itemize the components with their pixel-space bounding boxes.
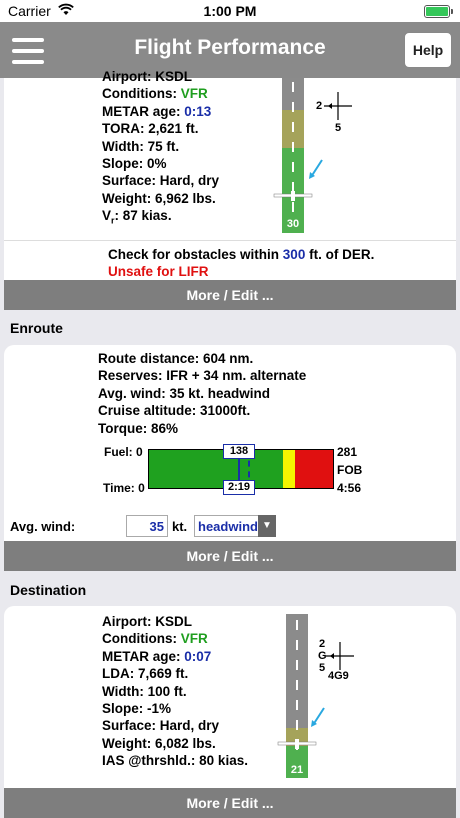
wind-crosshair-icon	[324, 92, 352, 125]
page-title: Flight Performance	[134, 36, 326, 59]
status-time: 1:00 PM	[203, 3, 257, 19]
departure-conditions: Conditions: VFR	[102, 86, 208, 102]
fuel-max: 281	[337, 445, 358, 459]
fuel-label: Fuel: 0	[104, 445, 143, 459]
destination-airport: Airport: KSDL	[102, 614, 192, 629]
departure-vr: $V_r$: 87 kias.	[102, 208, 172, 226]
route-distance: Route distance: 604 nm.	[98, 351, 254, 366]
wind-arrow-icon	[308, 158, 324, 185]
obstacle-note: Check for obstacles within 300 ft. of DER. Unsafe for LIFR	[108, 247, 375, 280]
destination-section-label: Destination	[10, 582, 87, 598]
carrier-label: Carrier	[8, 3, 51, 19]
destination-surface: Surface: Hard, dry	[102, 718, 220, 734]
dropdown-arrow-icon: ▼	[258, 515, 276, 537]
departure-runway-diagram	[282, 78, 304, 233]
destination-slope: Slope: -1%	[102, 701, 172, 717]
departure-runway-number: 30	[286, 218, 300, 230]
departure-wind-bottom: 5	[335, 122, 342, 134]
destination-info	[102, 613, 248, 770]
wind-unit-label: kt.	[172, 519, 188, 534]
fob-label: FOB	[337, 463, 363, 477]
destination-width: Width: 100 ft.	[102, 683, 187, 699]
airplane-icon	[274, 188, 312, 198]
destination-runway-diagram	[286, 614, 308, 778]
departure-metar-age: METAR age: 0:13	[102, 103, 212, 119]
destination-wind-top: 2	[319, 638, 326, 650]
enroute-info	[98, 350, 306, 437]
battery-icon	[424, 5, 450, 18]
destination-weight: Weight: 6,082 lbs.	[102, 735, 216, 751]
destination-wind-code: 4G9	[328, 670, 349, 682]
departure-more-edit-button[interactable]: More / Edit ...	[4, 280, 456, 310]
departure-surface: Surface: Hard, dry	[102, 173, 220, 189]
enroute-section-label: Enroute	[10, 320, 63, 336]
destination-card	[4, 606, 456, 818]
departure-tora: TORA: 2,621 ft.	[102, 121, 199, 137]
help-button[interactable]: Help	[404, 32, 452, 68]
avg-wind-speed-input[interactable]: 35	[126, 515, 168, 537]
destination-metar-age: METAR age: 0:07	[102, 648, 212, 664]
departure-wind-left: 2	[316, 100, 323, 112]
destination-more-edit-button[interactable]: More / Edit ...	[4, 788, 456, 818]
airplane-icon	[278, 736, 316, 746]
enroute-card	[4, 345, 456, 571]
time-label: Time: 0	[103, 481, 145, 495]
departure-slope: Slope: 0%	[102, 156, 167, 172]
status-bar	[0, 0, 460, 22]
time-used-value: 2:19	[223, 480, 255, 495]
departure-card	[4, 69, 456, 308]
cruise-altitude: Cruise altitude: 31000ft.	[98, 403, 251, 419]
avg-wind-summary: Avg. wind: 35 kt. headwind	[98, 385, 271, 401]
fuel-used-value: 138	[223, 444, 255, 459]
avg-wind-row	[4, 515, 456, 541]
destination-lda: LDA: 7,669 ft.	[102, 666, 189, 682]
destination-runway-number: 21	[290, 764, 304, 776]
departure-width: Width: 75 ft.	[102, 138, 180, 154]
departure-airport: Airport: KSDL	[102, 69, 192, 84]
destination-conditions: Conditions: VFR	[102, 631, 208, 647]
destination-wind-gust: G	[318, 650, 327, 662]
enroute-more-edit-button[interactable]: More / Edit ...	[4, 541, 456, 571]
reserves: Reserves: IFR + 34 nm. alternate	[98, 368, 307, 384]
time-max: 4:56	[337, 481, 362, 495]
navigation-bar	[0, 22, 460, 78]
torque: Torque: 86%	[98, 420, 179, 436]
destination-wind-bottom: 5	[319, 662, 326, 674]
unsafe-warning: Unsafe for LIFR	[108, 264, 209, 280]
wind-direction-select[interactable]: headwind ▼	[194, 515, 276, 537]
avg-wind-field-label: Avg. wind:	[10, 519, 76, 534]
wind-arrow-icon	[310, 706, 326, 733]
departure-info	[102, 68, 219, 230]
destination-ias: IAS @thrshld.: 80 kias.	[102, 753, 248, 769]
departure-weight: Weight: 6,962 lbs.	[102, 190, 216, 206]
